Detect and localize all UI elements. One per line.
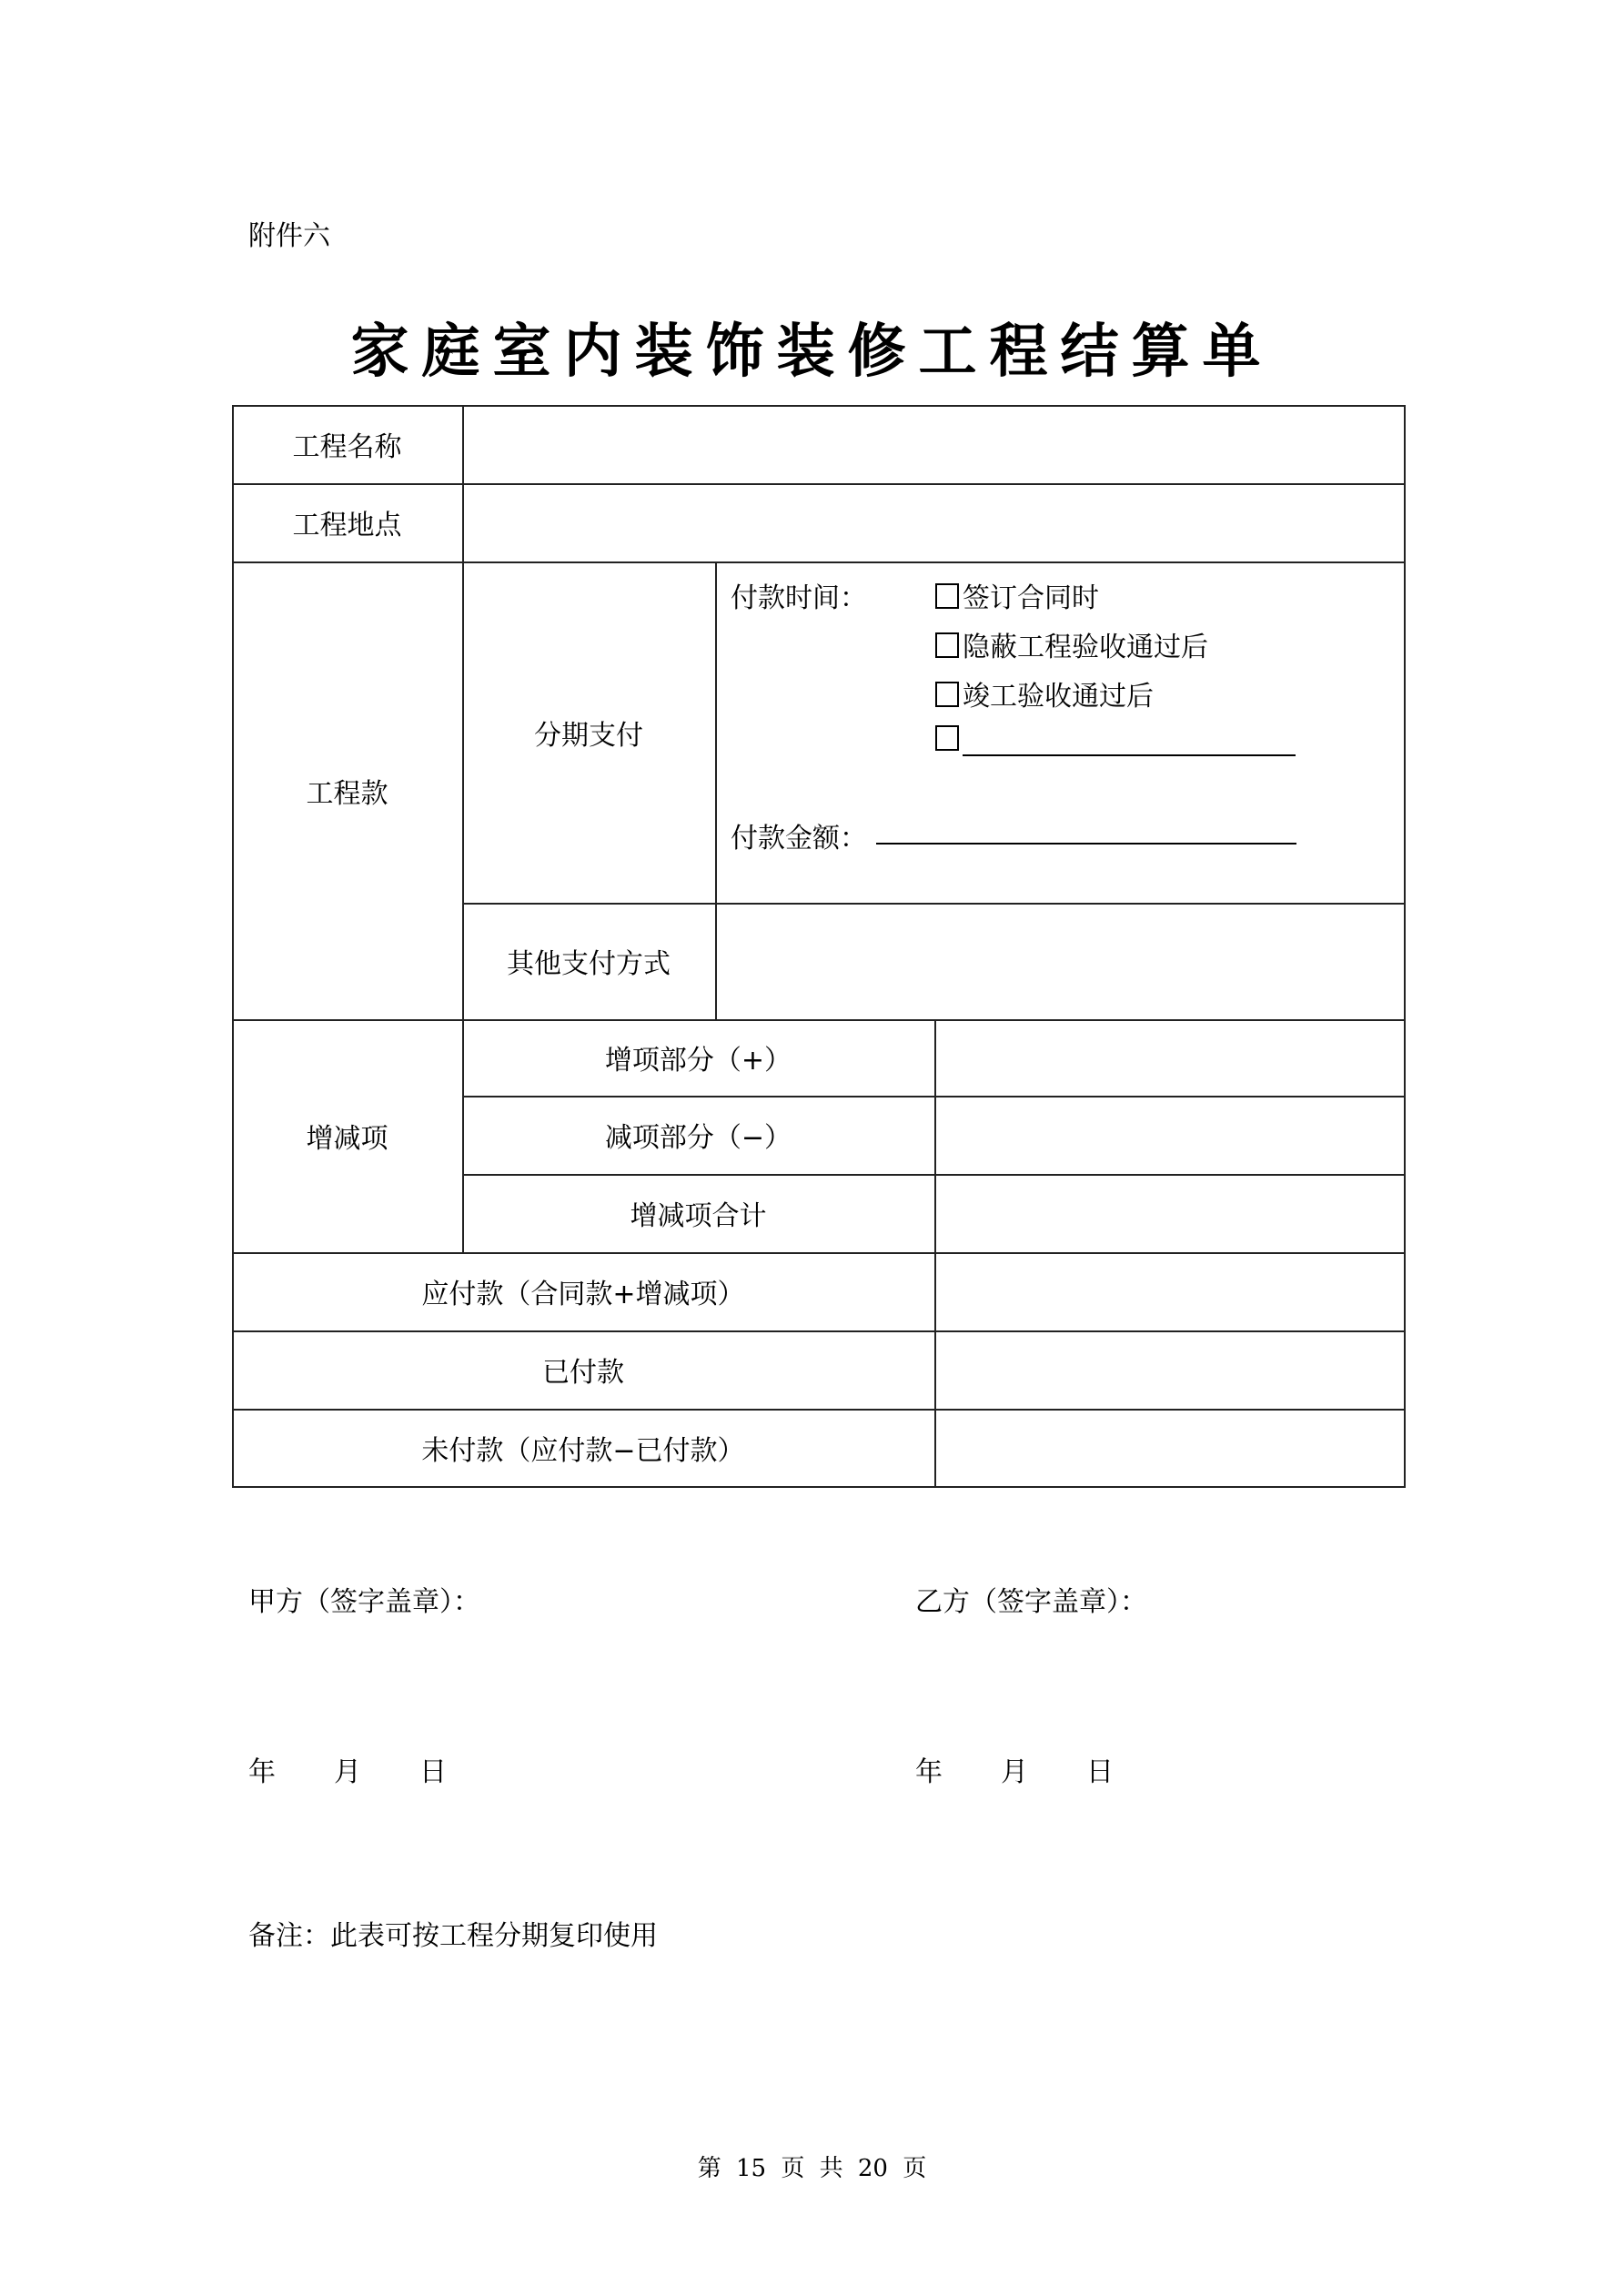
paid-field[interactable] bbox=[936, 1332, 1404, 1409]
project-name-field[interactable] bbox=[464, 407, 1404, 483]
other-payment-label: 其他支付方式 bbox=[507, 948, 671, 980]
project-location-label: 工程地点 bbox=[292, 510, 402, 541]
party-a-signature: 甲方（签字盖章）： bbox=[248, 1586, 480, 1618]
additions-label: 增项部分（+） bbox=[604, 1045, 792, 1077]
additions-field[interactable] bbox=[936, 1021, 1404, 1096]
page-number: 第 15 页 共 20 页 bbox=[697, 2155, 927, 2182]
checkbox[interactable] bbox=[935, 682, 959, 707]
checkbox[interactable] bbox=[935, 632, 959, 658]
other-payment-field[interactable] bbox=[717, 905, 1404, 1019]
deductions-field[interactable] bbox=[936, 1097, 1404, 1174]
party-a-date: 年 月 日 bbox=[248, 1756, 447, 1788]
option-completion-acceptance[interactable]: 竣工验收通过后 bbox=[935, 673, 1154, 713]
other-time-blank[interactable] bbox=[963, 727, 1296, 756]
checkbox[interactable] bbox=[935, 725, 959, 751]
party-b-date: 年 月 日 bbox=[915, 1756, 1114, 1788]
attachment-label: 附件六 bbox=[248, 220, 330, 252]
project-location-field[interactable] bbox=[464, 485, 1404, 561]
page-title: 家庭室内装饰装修工程结算单 bbox=[350, 319, 1274, 386]
payment-amount-blank[interactable] bbox=[876, 815, 1296, 845]
deductions-label: 减项部分（−） bbox=[604, 1122, 792, 1154]
payment-amount-label: 付款金额： bbox=[731, 823, 867, 855]
project-name-label: 工程名称 bbox=[292, 431, 402, 463]
payable-field[interactable] bbox=[936, 1254, 1404, 1330]
option-other[interactable] bbox=[935, 724, 1296, 756]
payable-label: 应付款（合同款+增减项） bbox=[421, 1279, 745, 1310]
note: 备注：此表可按工程分期复印使用 bbox=[248, 1920, 658, 1952]
option-contract-signing[interactable]: 签订合同时 bbox=[935, 575, 1099, 615]
adjustments-label: 增减项 bbox=[306, 1123, 388, 1155]
checkbox[interactable] bbox=[935, 583, 959, 609]
installment-label: 分期支付 bbox=[534, 719, 643, 752]
paid-label: 已付款 bbox=[542, 1357, 624, 1389]
payment-time-label: 付款时间： bbox=[731, 582, 867, 614]
adjust-total-field[interactable] bbox=[936, 1176, 1404, 1252]
adjust-total-label: 增减项合计 bbox=[630, 1200, 767, 1232]
option-concealed-acceptance[interactable]: 隐蔽工程验收通过后 bbox=[935, 624, 1208, 664]
project-payment-label: 工程款 bbox=[306, 777, 388, 810]
unpaid-label: 未付款（应付款−已付款） bbox=[421, 1434, 745, 1467]
unpaid-field[interactable] bbox=[936, 1411, 1404, 1486]
party-b-signature: 乙方（签字盖章）： bbox=[915, 1586, 1147, 1618]
